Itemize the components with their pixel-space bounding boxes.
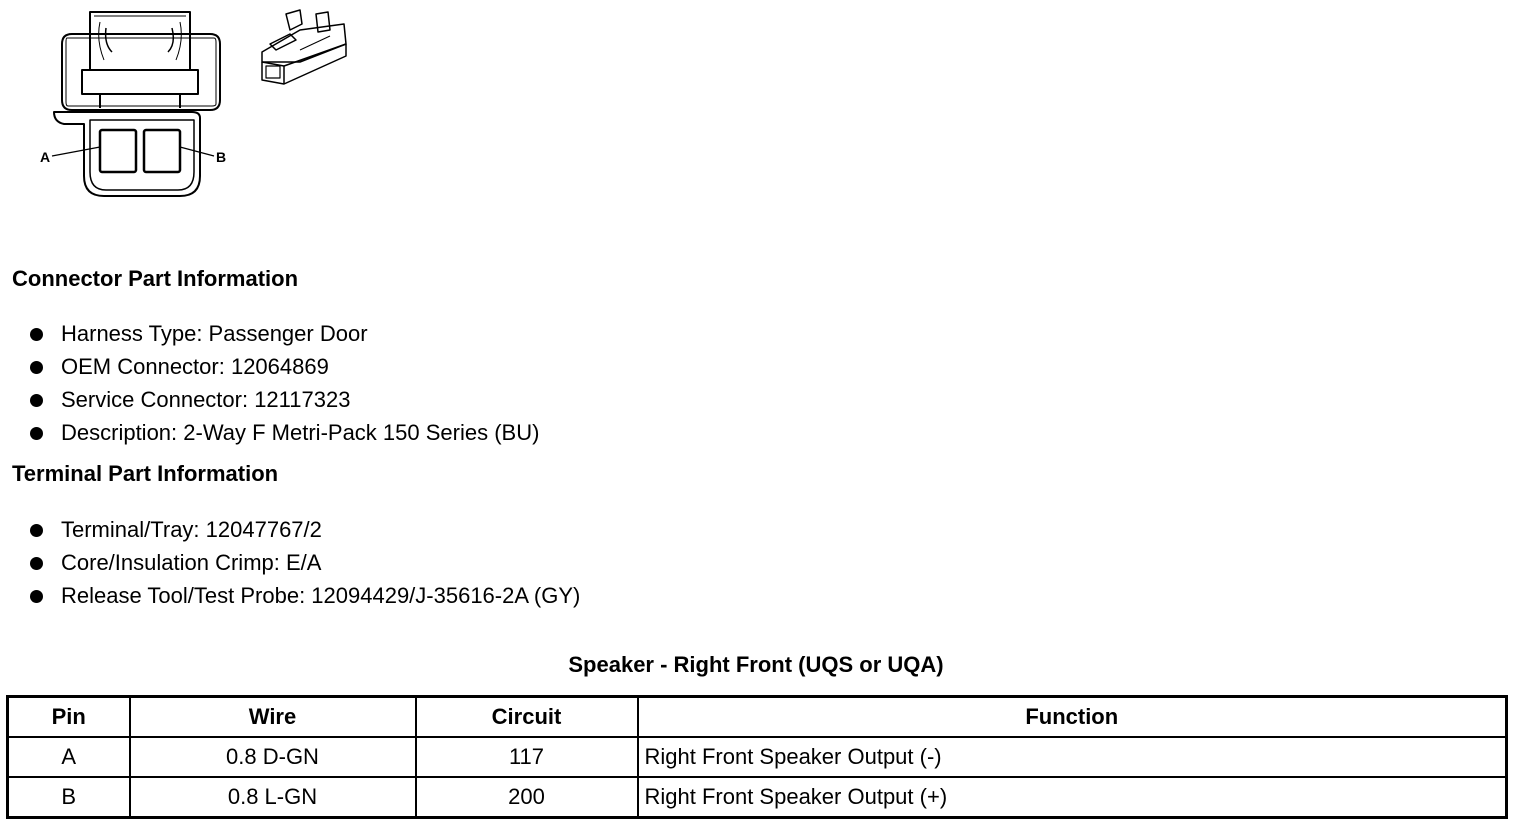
list-item: Core/Insulation Crimp: E/A xyxy=(28,548,580,581)
table-header-row xyxy=(8,697,1507,738)
list-item: Service Connector: 12117323 xyxy=(28,385,539,418)
connector-part-heading: Connector Part Information xyxy=(12,266,299,291)
list-item: OEM Connector: 12064869 xyxy=(28,352,539,385)
column-header-circuit: Circuit xyxy=(416,697,638,738)
list-item: Harness Type: Passenger Door xyxy=(28,319,539,352)
pin-label-a: A xyxy=(40,149,51,165)
column-header-pin: Pin xyxy=(8,697,130,738)
table-row xyxy=(8,777,1507,818)
column-header-wire: Wire xyxy=(130,697,416,738)
terminal-part-list xyxy=(28,515,580,614)
connector-part-list xyxy=(28,319,539,451)
cell-circuit: 117 xyxy=(416,737,638,777)
cell-wire: 0.8 L-GN xyxy=(130,777,416,818)
pinout-table xyxy=(6,695,1508,819)
list-item: Release Tool/Test Probe: 12094429/J-35616-2A (GY) xyxy=(28,581,580,614)
connector-diagram xyxy=(0,0,400,230)
table-title: Speaker - Right Front (UQS or UQA) xyxy=(568,652,944,677)
cell-function: Right Front Speaker Output (-) xyxy=(638,737,1507,777)
list-item: Terminal/Tray: 12047767/2 xyxy=(28,515,580,548)
table-row xyxy=(8,737,1507,777)
column-header-function: Function xyxy=(638,697,1507,738)
cell-function: Right Front Speaker Output (+) xyxy=(638,777,1507,818)
cell-pin: B xyxy=(8,777,130,818)
cell-pin: A xyxy=(8,737,130,777)
connector-isometric-view xyxy=(262,10,346,84)
list-item: Description: 2-Way F Metri-Pack 150 Series (BU) xyxy=(28,418,539,451)
pin-label-b: B xyxy=(216,149,227,165)
cell-wire: 0.8 D-GN xyxy=(130,737,416,777)
cell-circuit: 200 xyxy=(416,777,638,818)
connector-face-view xyxy=(52,12,220,196)
terminal-part-heading: Terminal Part Information xyxy=(12,461,279,486)
